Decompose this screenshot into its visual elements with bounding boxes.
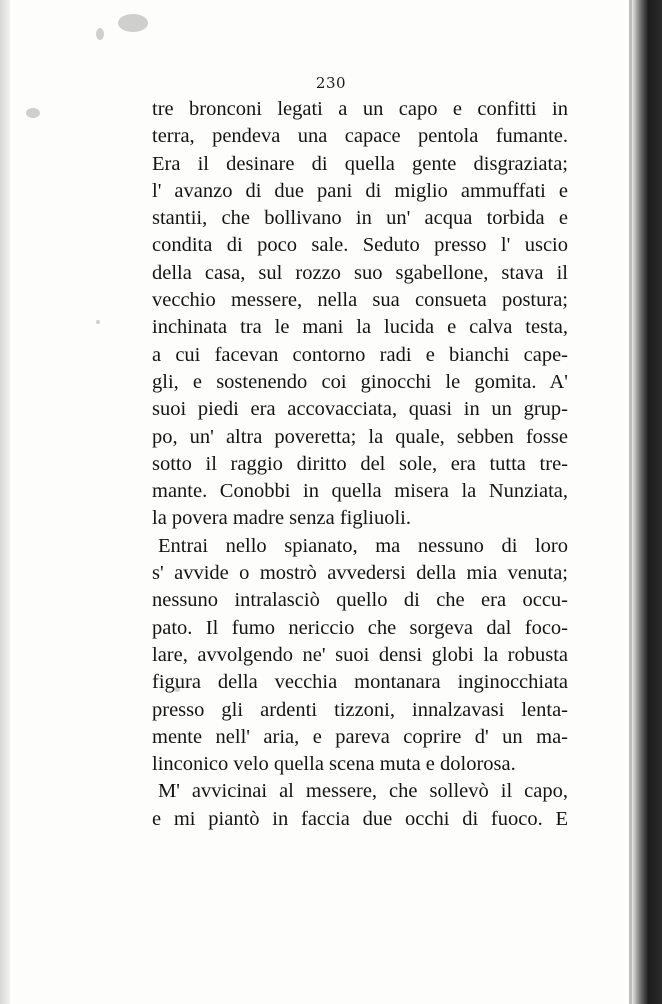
text-line: la povera madre senza figliuoli.	[152, 507, 411, 530]
text-line: lare, avvolgendo ne' suoi densi globi la robusta	[152, 643, 568, 666]
text-line: inchinata tra le mani la lucida e calva testa,	[152, 316, 568, 339]
text-line: gli, e sostenendo coi ginocchi le gomita. A'	[152, 370, 568, 393]
text-line: nessuno intralasciò quello di che era occu-	[152, 589, 568, 612]
text-line: tre bronconi legati a un capo e confitti in	[152, 98, 568, 120]
text-line: M' avvicinai al messere, che sollevò il capo,	[158, 780, 568, 803]
scan-smudge	[118, 14, 148, 32]
text-line: mante. Conobbi in quella misera la Nunziata,	[152, 480, 568, 503]
text-line: Era il desinare di quella gente disgraziata;	[152, 152, 568, 175]
text-line: pato. Il fumo nericcio che sorgeva dal foco-	[152, 616, 568, 639]
text-line: s' avvide o mostrò avvedersi della mia venuta;	[152, 562, 568, 585]
text-line: a cui facevan contorno radi e bianchi cape-	[152, 343, 568, 366]
page-left-edge	[0, 0, 10, 1004]
text-line: Entrai nello spianato, ma nessuno di loro	[158, 534, 568, 557]
text-line: suoi piedi era accovacciata, quasi in un grup-	[152, 398, 568, 421]
text-line: mente nell' aria, e pareva coprire d' un ma-	[152, 725, 568, 748]
text-line: presso gli ardenti tizzoni, innalzavasi lenta-	[152, 698, 568, 721]
text-line: condita di poco sale. Seduto presso l' uscio	[152, 234, 568, 257]
text-line: l' avanzo di due pani di miglio ammuffati e	[152, 179, 568, 202]
page-right-edge	[632, 0, 662, 1004]
text-line: della casa, sul rozzo suo sgabellone, stava il	[152, 261, 568, 284]
text-line: vecchio messere, nella sua consueta postura;	[152, 289, 568, 312]
text-line: figura della vecchia montanara inginocchiata	[152, 671, 568, 694]
text-line: sotto il raggio diritto del sole, era tutta tre-	[152, 452, 568, 475]
scan-smudge	[96, 28, 104, 40]
scan-smudge	[96, 320, 100, 324]
text-line: linconico velo quella scena muta e dolorosa.	[152, 753, 516, 776]
body-text	[152, 96, 568, 833]
text-line: terra, pendeva una capace pentola fumante.	[152, 125, 568, 148]
scan-smudge	[26, 108, 40, 118]
text-line: e mi piantò in faccia due occhi di fuoco. E	[152, 807, 568, 830]
page-number: 230	[315, 74, 347, 92]
text-line: stantii, che bollivano in un' acqua torbida e	[152, 207, 568, 230]
text-line: po, un' altra poveretta; la quale, sebben fosse	[152, 425, 568, 448]
